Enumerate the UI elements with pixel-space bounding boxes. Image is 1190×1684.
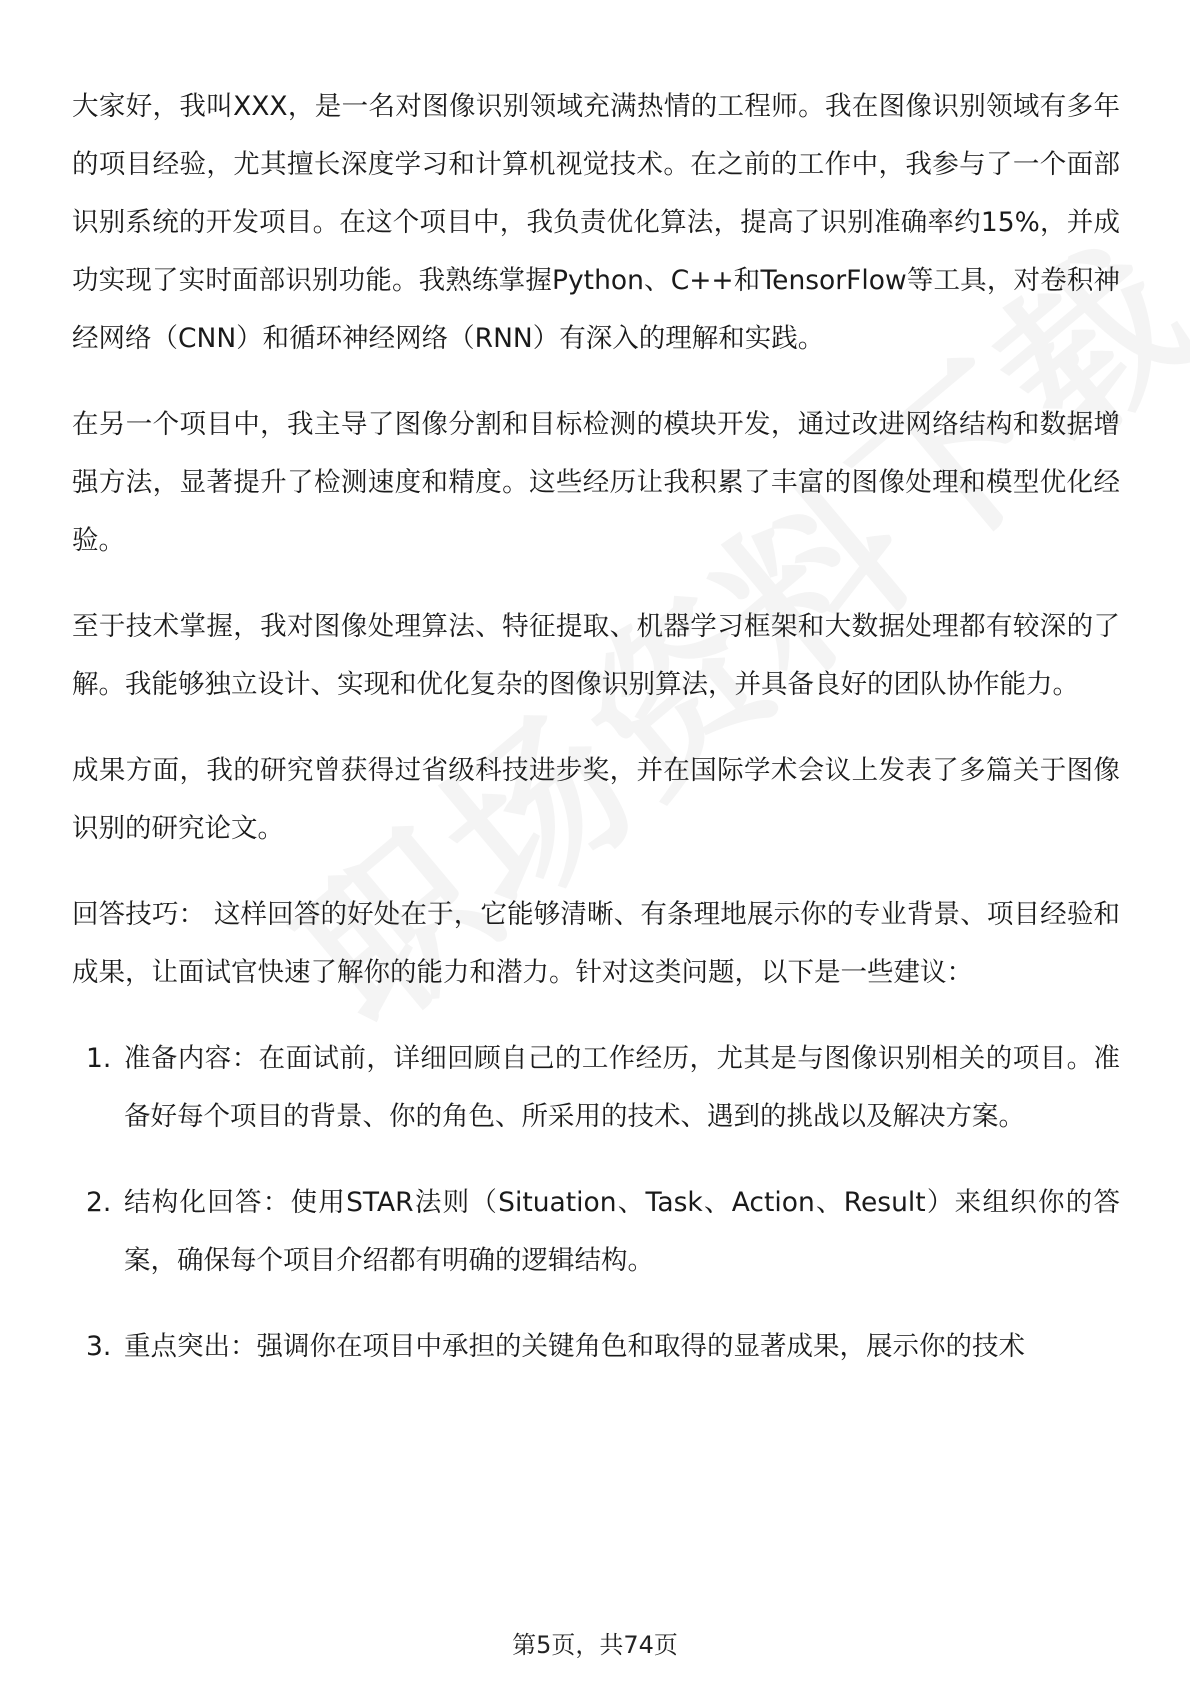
paragraph-project: 在另一个项目中，我主导了图像分割和目标检测的模块开发，通过改进网络结构和数据增强方法，显著提升了检测速度和精度。这些经历让我积累了丰富的图像处理和模型优化经验。 — [72, 409, 1120, 556]
list-item-text: 结构化回答：使用STAR法则（Situation、Task、Action、Result）来组织你的答案，确保每个项目介绍都有明确的逻辑结构。 — [124, 1187, 1120, 1276]
document-body — [72, 78, 1120, 1404]
list-number: 1. — [86, 1043, 112, 1074]
list-item — [72, 1174, 1120, 1290]
paragraph-self-intro: 大家好，我叫XXX，是一名对图像识别领域充满热情的工程师。我在图像识别领域有多年的项目经验，尤其擅长深度学习和计算机视觉技术。在之前的工作中，我参与了一个面部识别系统的开发项目。在这个项目中，我负责优化算法，提高了识别准确率约15%，并成功实现了实时面部识别功能。我熟练掌握Python、C++和TensorFlow等工具，对卷积神经网络（CNN）和循环神经网络（RNN）有深入的理解和实践。 — [72, 91, 1120, 354]
page-number: 第5页，共74页 — [512, 1631, 678, 1659]
paragraph-skills: 至于技术掌握，我对图像处理算法、特征提取、机器学习框架和大数据处理都有较深的了解。我能够独立设计、实现和优化复杂的图像识别算法，并具备良好的团队协作能力。 — [72, 611, 1120, 700]
list-item-text: 准备内容：在面试前，详细回顾自己的工作经历，尤其是与图像识别相关的项目。准备好每个项目的背景、你的角色、所采用的技术、遇到的挑战以及解决方案。 — [124, 1043, 1120, 1132]
list-number: 3. — [86, 1331, 112, 1362]
list-item — [72, 1030, 1120, 1146]
list-item-text: 重点突出：强调你在项目中承担的关键角色和取得的显著成果，展示你的技术 — [124, 1331, 1025, 1362]
paragraph-tips: 回答技巧： 这样回答的好处在于，它能够清晰、有条理地展示你的专业背景、项目经验和成果，让面试官快速了解你的能力和潜力。针对这类问题，以下是一些建议： — [72, 899, 1120, 988]
paragraph-achievements: 成果方面，我的研究曾获得过省级科技进步奖，并在国际学术会议上发表了多篇关于图像识别的研究论文。 — [72, 755, 1120, 844]
list-number: 2. — [86, 1187, 112, 1218]
tips-list — [72, 1030, 1120, 1376]
list-item — [72, 1318, 1120, 1376]
